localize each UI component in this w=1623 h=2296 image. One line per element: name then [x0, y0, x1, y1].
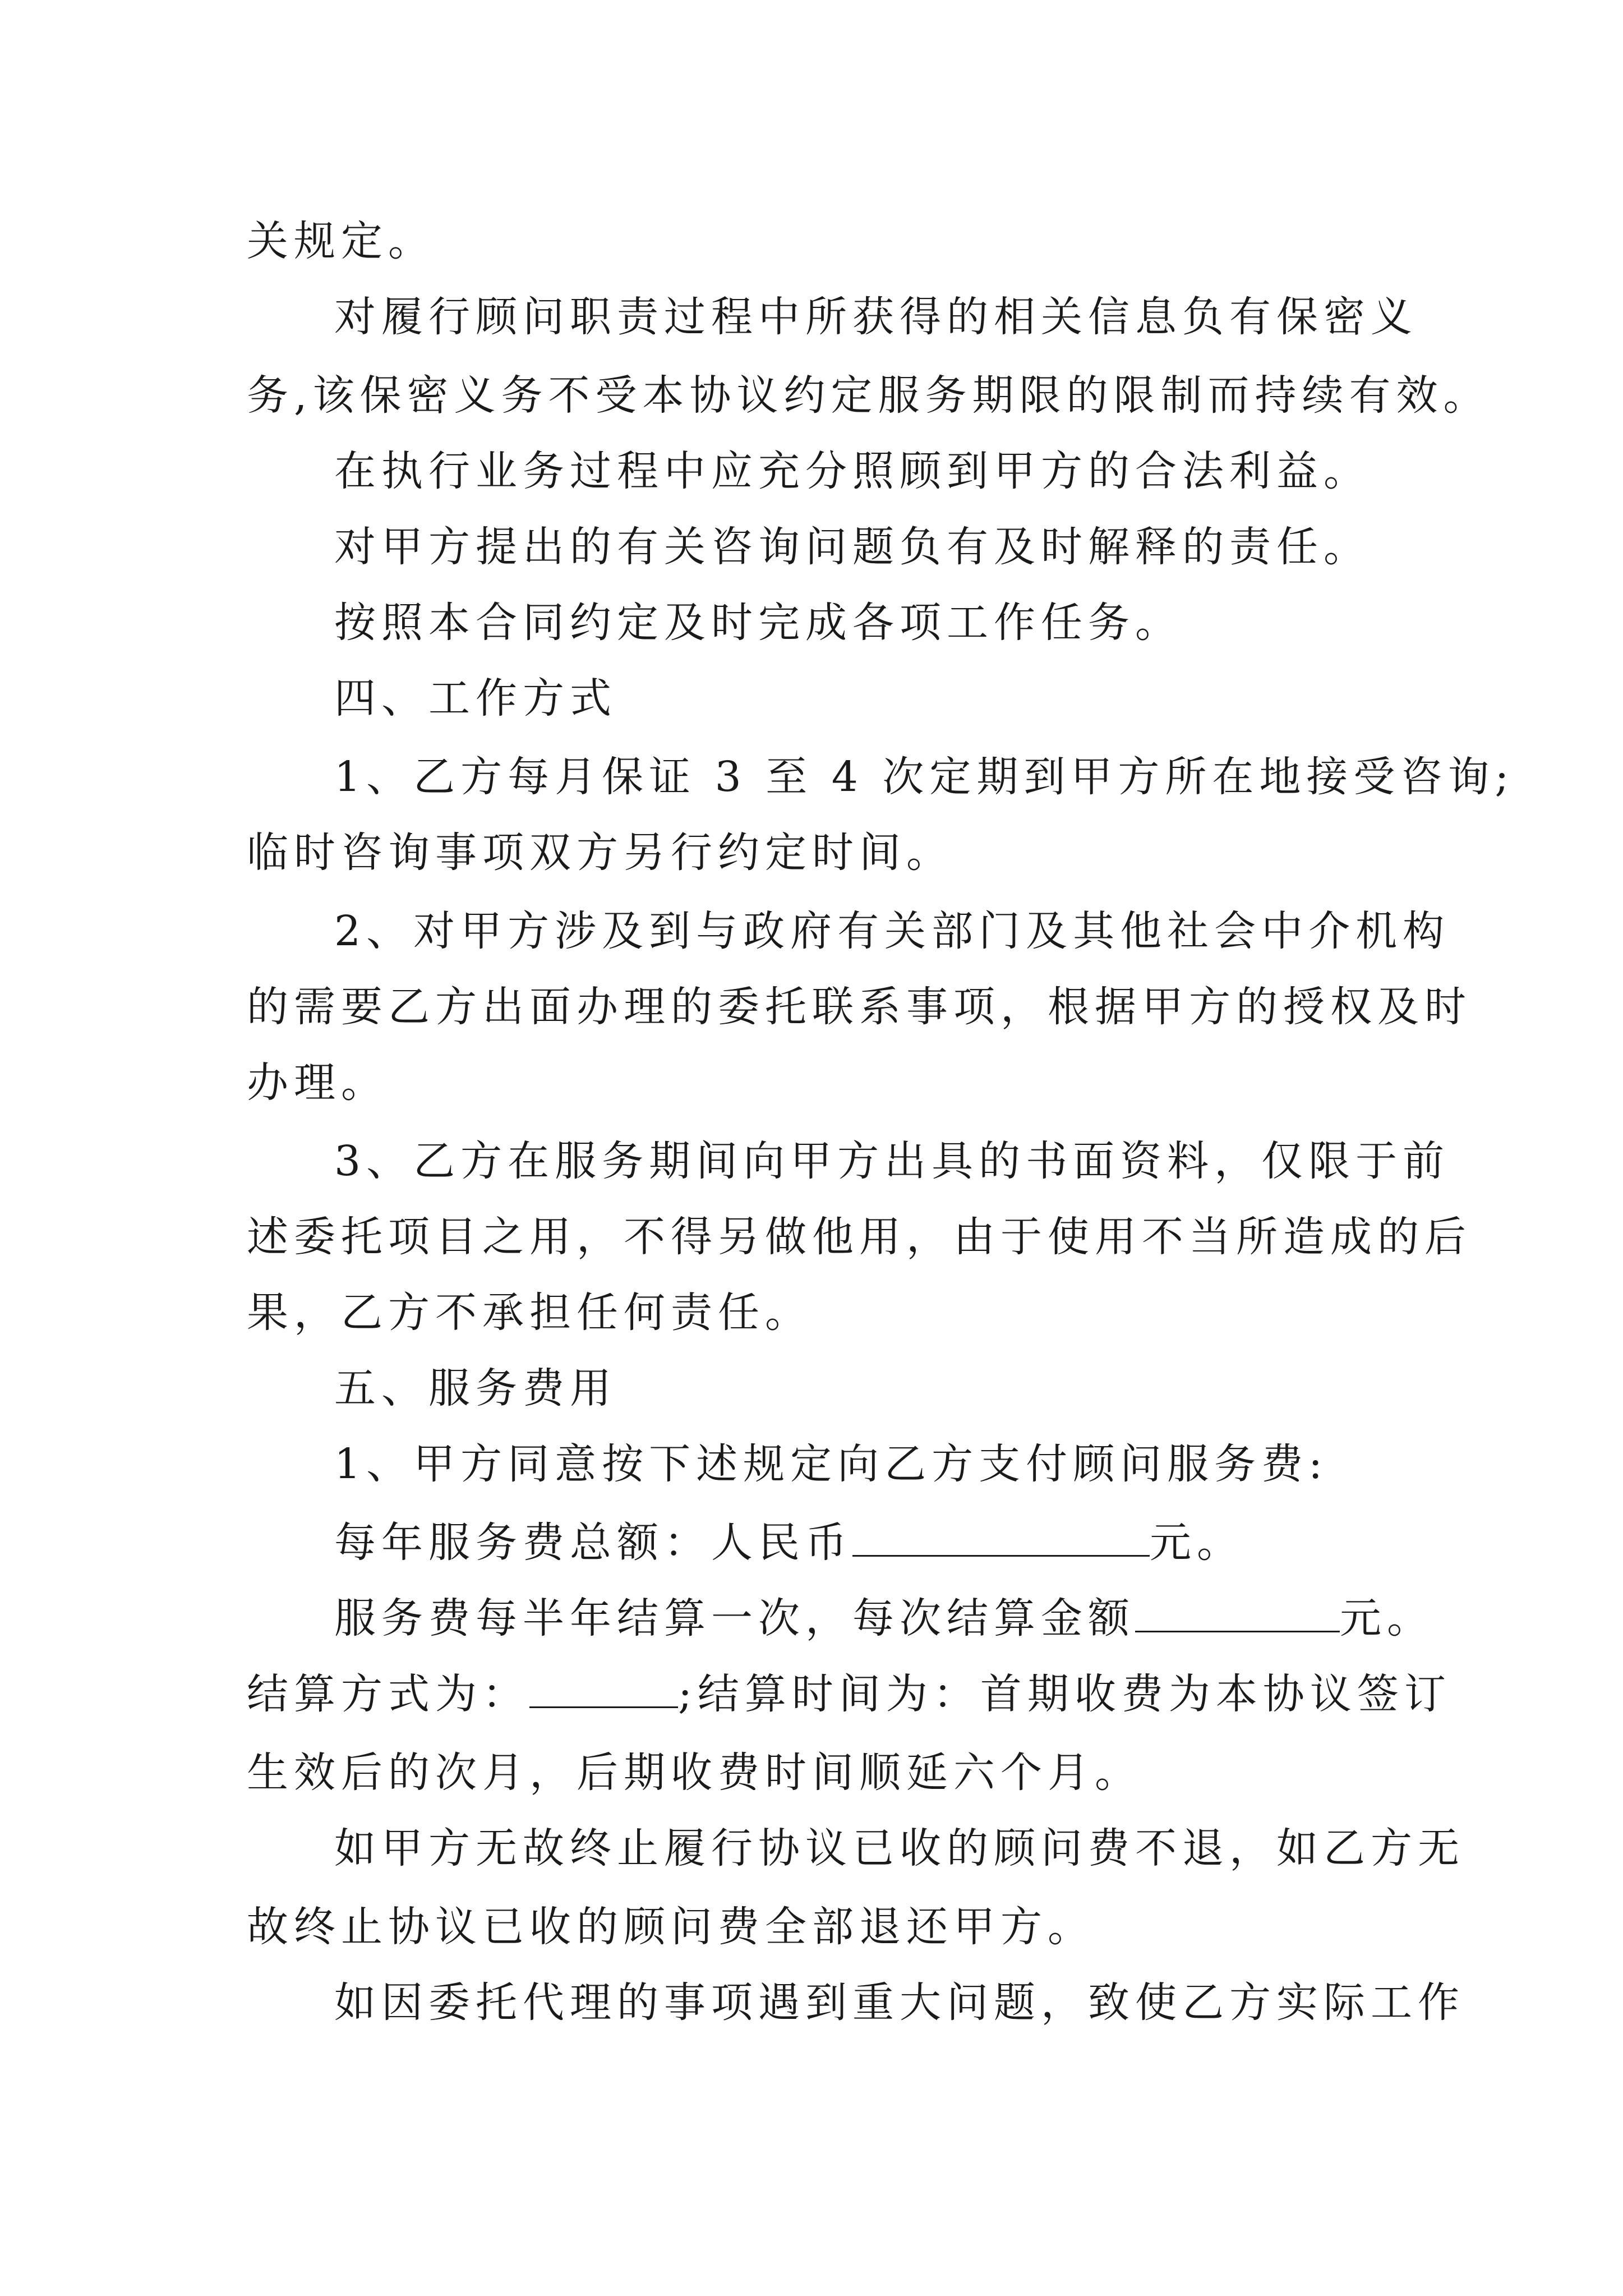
text-line: 的需要乙方出面办理的委托联系事项，根据甲方的授权及时 — [247, 983, 1472, 1031]
currency-unit: 元。 — [1150, 1519, 1244, 1567]
text-line: 临时咨询事项双方另行约定时间。 — [247, 829, 953, 877]
text-line: 在执行业务过程中应充分照顾到甲方的合法利益。 — [334, 447, 1371, 495]
text-line: 述委托项目之用，不得另做他用，由于使用不当所造成的后 — [247, 1213, 1472, 1261]
text-line: 果，乙方不承担任何责任。 — [247, 1289, 812, 1337]
text-line: 办理。 — [247, 1059, 388, 1107]
text-line: 生效后的次月，后期收费时间顺延六个月。 — [247, 1749, 1142, 1797]
settlement-method-label: 结算方式为： — [247, 1670, 529, 1718]
text-line: 对甲方提出的有关咨询问题负有及时解释的责任。 — [334, 523, 1371, 571]
text-line: 3、乙方在服务期间向甲方出具的书面资料，仅限于前 — [334, 1137, 1450, 1185]
text-line: 按照本合同约定及时完成各项工作任务。 — [334, 599, 1182, 647]
text-line: 如因委托代理的事项遇到重大问题，致使乙方实际工作 — [334, 1978, 1465, 2027]
text-line: 关规定。 — [247, 217, 435, 265]
text-line: 如甲方无故终止履行协议已收的顾问费不退，如乙方无 — [334, 1824, 1465, 1872]
settlement-amount-blank[interactable] — [1135, 1596, 1340, 1632]
settlement-amount-line — [334, 1590, 1434, 1646]
text-line: 务,该保密义务不受本协议约定服务期限的限制而持续有效。 — [247, 371, 1491, 420]
currency-unit: 元。 — [1340, 1594, 1434, 1642]
section-heading: 五、服务费用 — [334, 1364, 617, 1412]
annual-fee-label: 每年服务费总额：人民币 — [334, 1519, 852, 1567]
text-line: 故终止协议已收的顾问费全部退还甲方。 — [247, 1903, 1095, 1951]
text-line: 2、对甲方涉及到与政府有关部门及其他社会中介机构 — [334, 907, 1450, 955]
section-heading: 四、工作方式 — [334, 674, 617, 723]
text-line: 对履行顾问职责过程中所获得的相关信息负有保密义 — [334, 293, 1418, 341]
text-line: 1、甲方同意按下述规定向乙方支付顾问服务费: — [334, 1440, 1329, 1488]
settlement-time-text: ;结算时间为：首期收费为本协议签订 — [678, 1670, 1451, 1718]
settlement-amount-label: 服务费每半年结算一次，每次结算金额 — [334, 1594, 1135, 1642]
settlement-method-line — [247, 1666, 1451, 1722]
settlement-method-blank[interactable] — [529, 1672, 678, 1708]
text-line: 1、乙方每月保证 3 至 4 次定期到甲方所在地接受咨询; — [334, 753, 1515, 801]
annual-fee-blank[interactable] — [852, 1520, 1150, 1557]
annual-fee-line — [334, 1515, 1244, 1571]
